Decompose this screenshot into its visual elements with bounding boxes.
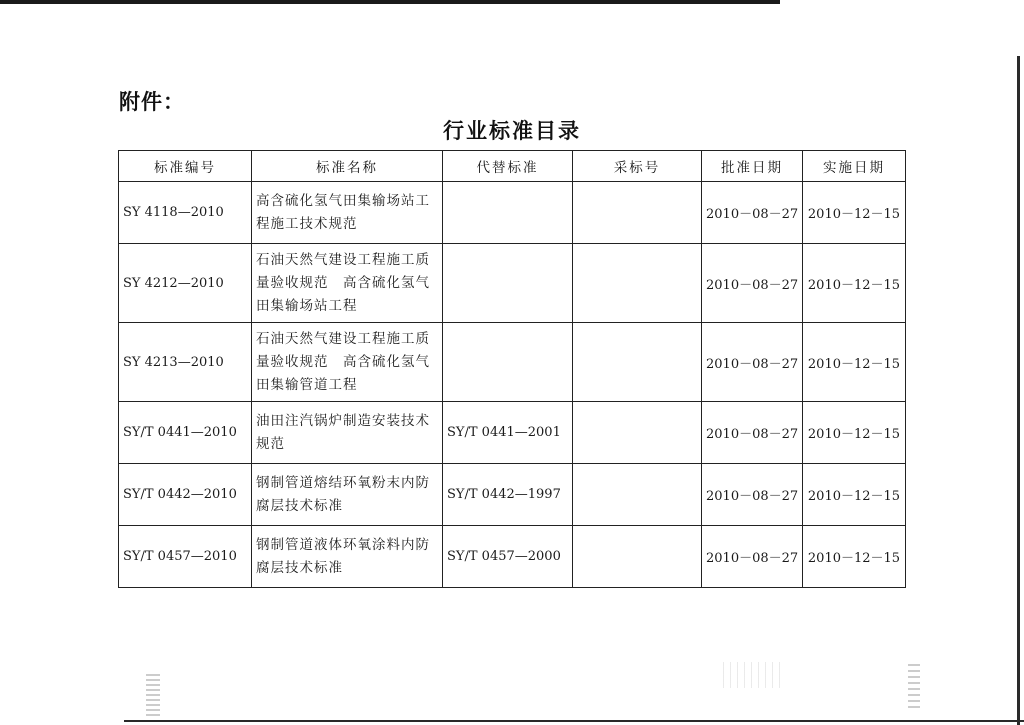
cell-effective: 2010－12－15 <box>803 244 906 323</box>
standards-table <box>118 150 906 588</box>
scan-noise <box>908 664 920 708</box>
table-row <box>119 323 906 402</box>
table-row <box>119 526 906 588</box>
table-row <box>119 464 906 526</box>
attachment-label: 附件： <box>119 90 185 114</box>
cell-effective: 2010－12－15 <box>803 526 906 588</box>
column-header-approved: 批准日期 <box>702 151 803 182</box>
cell-effective: 2010－12－15 <box>803 323 906 402</box>
cell-replaces <box>443 244 573 323</box>
cell-effective: 2010－12－15 <box>803 182 906 244</box>
cell-name: 钢制管道熔结环氧粉末内防腐层技术标准 <box>252 464 443 526</box>
table-row <box>119 182 906 244</box>
scan-bottom-border <box>124 720 1024 722</box>
cell-approved: 2010－08－27 <box>702 323 803 402</box>
scan-noise <box>146 672 160 716</box>
cell-approved: 2010－08－27 <box>702 244 803 323</box>
cell-name: 石油天然气建设工程施工质量验收规范 高含硫化氢气田集输管道工程 <box>252 323 443 402</box>
cell-code: SY 4118—2010 <box>119 182 252 244</box>
table-header-row <box>119 151 906 182</box>
cell-code: SY 4212—2010 <box>119 244 252 323</box>
column-header-code: 标准编号 <box>119 151 252 182</box>
cell-approved: 2010－08－27 <box>702 464 803 526</box>
column-header-name: 标准名称 <box>252 151 443 182</box>
cell-code: SY/T 0457—2010 <box>119 526 252 588</box>
cell-name: 石油天然气建设工程施工质量验收规范 高含硫化氢气田集输场站工程 <box>252 244 443 323</box>
cell-code: SY/T 0441—2010 <box>119 402 252 464</box>
column-header-adopted: 采标号 <box>573 151 702 182</box>
cell-replaces <box>443 182 573 244</box>
cell-approved: 2010－08－27 <box>702 182 803 244</box>
cell-adopted <box>573 402 702 464</box>
scan-right-border <box>1017 56 1020 725</box>
cell-code: SY 4213—2010 <box>119 323 252 402</box>
cell-name: 钢制管道液体环氧涂料内防腐层技术标准 <box>252 526 443 588</box>
cell-replaces: SY/T 0442—1997 <box>443 464 573 526</box>
cell-approved: 2010－08－27 <box>702 526 803 588</box>
cell-code: SY/T 0442—2010 <box>119 464 252 526</box>
column-header-replaces: 代替标准 <box>443 151 573 182</box>
cell-adopted <box>573 464 702 526</box>
cell-adopted <box>573 526 702 588</box>
cell-replaces: SY/T 0441—2001 <box>443 402 573 464</box>
cell-approved: 2010－08－27 <box>702 402 803 464</box>
cell-adopted <box>573 182 702 244</box>
table-row <box>119 402 906 464</box>
column-header-effective: 实施日期 <box>803 151 906 182</box>
table-row <box>119 244 906 323</box>
scan-top-border <box>0 0 780 4</box>
scan-noise <box>723 662 783 688</box>
cell-replaces <box>443 323 573 402</box>
cell-name: 油田注汽锅炉制造安装技术规范 <box>252 402 443 464</box>
cell-adopted <box>573 323 702 402</box>
document-title: 行业标准目录 <box>443 119 581 143</box>
cell-effective: 2010－12－15 <box>803 402 906 464</box>
cell-replaces: SY/T 0457—2000 <box>443 526 573 588</box>
cell-name: 高含硫化氢气田集输场站工程施工技术规范 <box>252 182 443 244</box>
cell-effective: 2010－12－15 <box>803 464 906 526</box>
cell-adopted <box>573 244 702 323</box>
